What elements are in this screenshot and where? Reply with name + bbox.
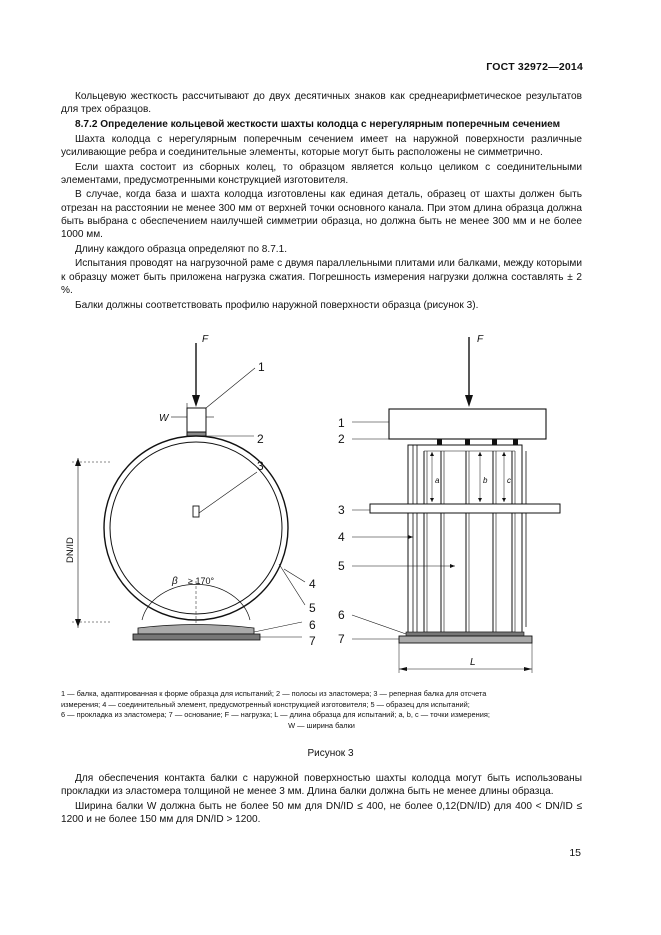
left-callout-5: 5 (309, 601, 316, 615)
left-callout-1: 1 (258, 360, 265, 374)
left-force-label: F (202, 334, 209, 345)
paragraph: Кольцевую жесткость рассчитывают до двух десятичных знаков как среднеарифметическое результатов для трех образцов. (61, 91, 582, 116)
width-label: W (159, 413, 169, 424)
paragraph: Длину каждого образца определяют по 8.7.1. (75, 243, 288, 255)
right-callout-3: 3 (338, 503, 345, 517)
paragraph: Ширина балки W должна быть не более 50 мм для DN/ID ≤ 400, не более 0,12(DN/ID) для 400 < DN/ID ≤ 1200 и не более 150 мм для DN/ID > 1200. (61, 800, 582, 826)
right-callout-2: 2 (338, 432, 345, 446)
legend-line: 1 — балка, адаптированная к форме образца для испытаний; 2 — полосы из эластомера; 3 — реперная балка для отсчета (61, 689, 487, 698)
paragraph: Балки должны соответствовать профилю наружной поверхности образца (рисунок 3). (75, 299, 479, 311)
right-view (338, 334, 560, 673)
point-c-label: c (507, 476, 511, 485)
figure-legend (61, 689, 582, 731)
legend-line: 6 — прокладка из эластомера; 7 — основание; F — нагрузка; L — длина образца для испытаний; a, b, c — точки измерения; (61, 710, 490, 720)
right-force-label: F (477, 334, 484, 345)
figure-caption: Рисунок 3 (307, 748, 354, 759)
body-text-bottom (61, 772, 582, 828)
left-callout-3: 3 (257, 459, 264, 473)
paragraph: В случае, когда база и шахта колодца изготовлены как единая деталь, образец от шахты должен быть отрезан на расстоянии не менее 300 мм от верхней точки основного канала. При этом длина образца должна быть выбрана с обеспечением наилучшей симметрии образца, но должна быть не менее 300 мм и не более 1000 мм. (61, 189, 582, 241)
right-callout-4: 4 (338, 530, 345, 544)
paragraph: Если шахта состоит из сборных колец, то образцом является кольцо целиком с соединительными элементами, предусмотренными конструкцией изготовителя. (61, 161, 582, 186)
paragraph: Испытания проводят на нагрузочной раме с двумя параллельными плитами или балками, между которыми к образцу может быть приложена нагрузка сжатия. Погрешность измерения нагрузки должна составлять ± 2 %. (61, 258, 582, 296)
point-b-label: b (483, 476, 488, 485)
right-callout-5: 5 (338, 559, 345, 573)
page-number: 15 (569, 847, 581, 859)
right-callout-1: 1 (338, 416, 345, 430)
figure-3-drawing (0, 325, 661, 690)
legend-line: W — ширина балки (288, 720, 355, 730)
diameter-label: DN/ID (65, 537, 76, 563)
section-heading: 8.7.2 Определение кольцевой жесткости шахты колодца с нерегулярным поперечным сечением (75, 118, 561, 130)
angle-beta-label: β (172, 576, 178, 587)
body-text-top (61, 90, 582, 313)
left-callout-7: 7 (309, 634, 316, 648)
point-a-label: a (435, 476, 440, 485)
angle-value-label: ≥ 170° (188, 576, 215, 586)
right-callout-7: 7 (338, 632, 345, 646)
paragraph: Для обеспечения контакта балки с наружной поверхностью шахты колодца могут быть использованы прокладки из эластомера толщиной не менее 3 мм. Длина балки должна быть не менее длины образца. (61, 773, 582, 798)
left-view (65, 334, 316, 648)
length-label: L (470, 657, 476, 668)
right-callout-6: 6 (338, 608, 345, 622)
paragraph: Шахта колодца с нерегулярным поперечным сечением имеет на наружной поверхности различные усиливающие ребра и соединительные элементы, которые могут быть расположены не симметрично. (61, 133, 582, 158)
left-callout-6: 6 (309, 618, 316, 632)
left-callout-4: 4 (309, 577, 316, 591)
legend-line: измерения; 4 — соединительный элемент, предусмотренный конструкцией изготовителя; 5 — образец для испытаний; (61, 699, 470, 709)
document-number: ГОСТ 32972—2014 (486, 61, 583, 73)
left-callout-2: 2 (257, 432, 264, 446)
